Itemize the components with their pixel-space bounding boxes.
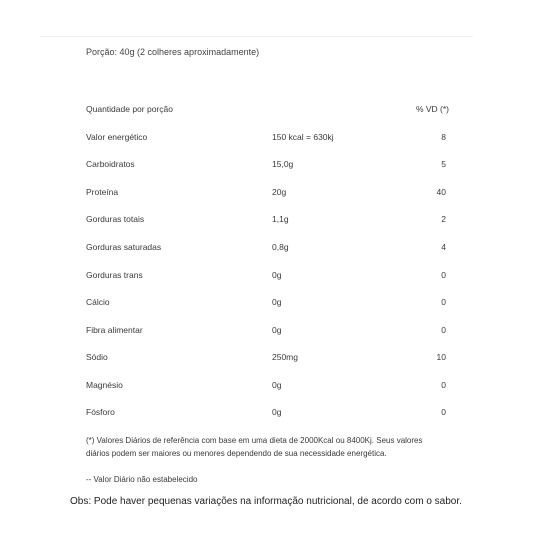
daily-values-footnote: (*) Valores Diários de referência com base em uma dieta de 2000Kcal ou 8400Kj. Seus valores diários podem ser maiores ou menores dependendo de sua necessidade energética.: [86, 436, 423, 458]
header-label: Quantidade por porção: [86, 104, 173, 114]
nutrient-vd: 0: [441, 270, 446, 280]
nutrient-name: Fibra alimentar: [86, 325, 143, 335]
table-row: [86, 325, 446, 339]
nutrient-vd: 10: [436, 352, 446, 362]
nutrient-amount: 150 kcal = 630kj: [272, 132, 334, 142]
nutrient-amount: 1,1g: [272, 214, 289, 224]
nutrient-name: Fósforo: [86, 407, 115, 417]
header-vd: % VD (*): [415, 104, 449, 114]
nutrient-name: Carboidratos: [86, 159, 135, 169]
nutrient-vd: 5: [441, 159, 446, 169]
nutrient-vd: 8: [441, 132, 446, 142]
nutrient-name: Sódio: [86, 352, 108, 362]
nutrient-amount: 0g: [272, 380, 282, 390]
observation-note: Obs: Pode haver pequenas variações na informação nutricional, de acordo com o sabor.: [70, 496, 462, 507]
nutrient-name: Cálcio: [86, 297, 110, 307]
nutrient-amount: 20g: [272, 187, 287, 197]
table-header: [86, 104, 449, 118]
nutrient-amount: 0g: [272, 325, 282, 335]
table-row: [86, 407, 446, 421]
nutrient-vd: 4: [441, 242, 446, 252]
nutrient-amount: 0g: [272, 407, 282, 417]
nutrient-amount: 0,8g: [272, 242, 289, 252]
table-row: [86, 187, 446, 201]
portion-text: Porção: 40g (2 colheres aproximadamente): [86, 47, 260, 57]
table-row: [86, 380, 446, 394]
nutrient-vd: 2: [441, 214, 446, 224]
nutrient-name: Proteína: [86, 187, 119, 197]
nutrient-vd: 0: [441, 325, 446, 335]
nutrient-amount: 0g: [272, 270, 282, 280]
nutrient-name: Gorduras saturadas: [86, 242, 162, 252]
nutrient-vd: 0: [441, 380, 446, 390]
nutrient-amount: 250mg: [272, 352, 298, 362]
nutrient-name: Valor energético: [86, 132, 148, 142]
table-row: [86, 214, 446, 228]
nutrient-vd: 0: [441, 297, 446, 307]
table-row: [86, 297, 446, 311]
not-established-note: -- Valor Diário não estabelecido: [86, 475, 198, 484]
nutrient-amount: 15,0g: [272, 159, 294, 169]
nutrient-name: Gorduras totais: [86, 214, 145, 224]
table-row: [86, 270, 446, 284]
nutrient-vd: 40: [436, 187, 446, 197]
top-divider: [40, 36, 473, 37]
nutrient-vd: 0: [441, 407, 446, 417]
nutrient-name: Gorduras trans: [86, 270, 143, 280]
table-row: [86, 352, 446, 366]
table-row: [86, 242, 446, 256]
table-row: [86, 132, 446, 146]
nutrient-amount: 0g: [272, 297, 282, 307]
table-row: [86, 159, 446, 173]
nutrient-name: Magnésio: [86, 380, 123, 390]
